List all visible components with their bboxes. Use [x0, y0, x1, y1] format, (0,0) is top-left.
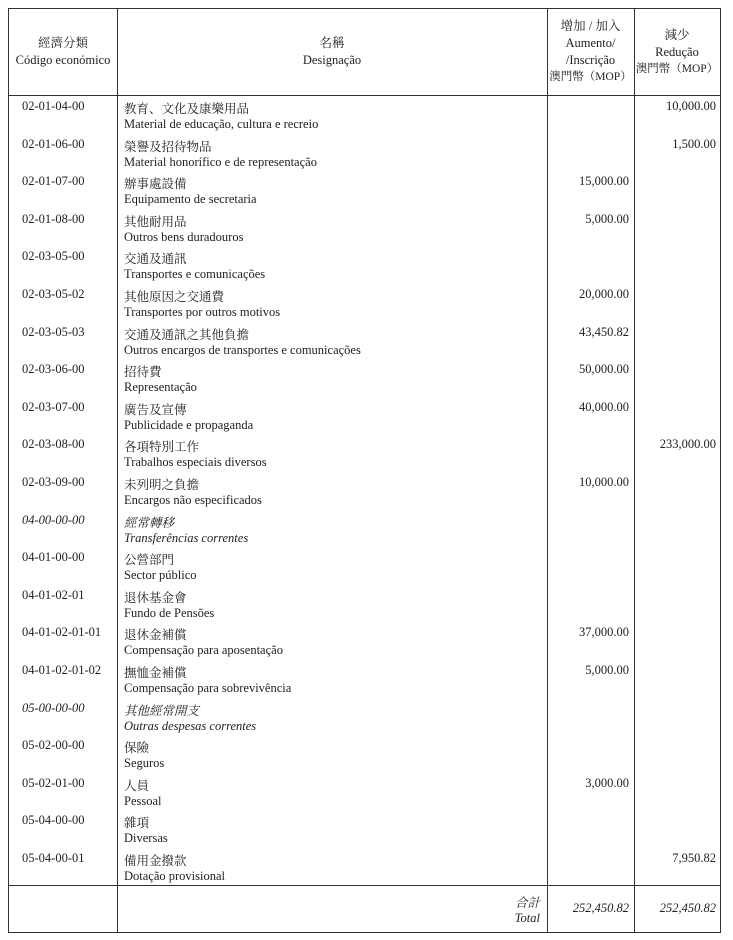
total-row	[9, 889, 720, 933]
row-name-zh: 未列明之負擔	[124, 478, 200, 492]
row-name-pt: Transportes e comunicações	[124, 267, 266, 282]
header-name-zh: 名稱	[319, 36, 345, 50]
row-name-zh: 交通及通訊之其他負擔	[124, 327, 250, 342]
row-code: 02-01-08-00	[22, 211, 85, 226]
row-name-pt: Compensação para aposentação	[124, 643, 283, 658]
row-name-pt: Pessoal	[124, 793, 162, 808]
row-code: 05-04-00-01	[22, 851, 85, 865]
table-row	[9, 548, 720, 586]
row-name-zh: 其他原因之交通費	[124, 290, 225, 304]
row-decrease: 233,000.00	[659, 437, 716, 452]
row-name-zh: 其他經常開支	[124, 703, 200, 718]
row-code: 02-03-05-03	[22, 324, 85, 339]
row-increase: 40,000.00	[579, 399, 629, 414]
row-name-zh: 經常轉移	[124, 515, 175, 530]
row-name-zh: 保險	[124, 741, 150, 756]
row-code: 02-01-07-00	[22, 174, 85, 189]
row-name-pt: Representação	[124, 380, 197, 395]
row-increase: 37,000.00	[579, 625, 629, 640]
total-decrease: 252,450.82	[659, 901, 716, 915]
table-row	[9, 623, 720, 661]
row-name-pt: Trabalhos especiais diversos	[124, 455, 267, 470]
row-name-pt: Material honorífico e de representação	[124, 154, 317, 169]
header-code-pt: Código económico	[15, 53, 111, 67]
total-label-zh: 合計	[514, 896, 540, 910]
header-increase-zh: 增加 / 加入	[560, 19, 621, 33]
row-code: 05-00-00-00	[22, 700, 85, 715]
row-code: 02-03-06-00	[22, 362, 85, 377]
table-row	[9, 285, 720, 323]
row-code: 02-01-06-00	[22, 136, 85, 151]
header-increase-pt2: /Inscrição	[565, 53, 616, 67]
table-row	[9, 172, 720, 210]
table-row	[9, 398, 720, 436]
header-code	[9, 9, 117, 95]
row-name-zh: 榮譽及招待物品	[124, 139, 212, 154]
row-name-zh: 招待費	[124, 365, 162, 380]
row-name-zh: 其他耐用品	[124, 214, 187, 229]
row-name-zh: 撫恤金補償	[124, 666, 187, 680]
row-name-zh: 各項特別工作	[124, 440, 200, 455]
row-name-pt: Outros encargos de transportes e comunicações	[124, 342, 361, 357]
total-label-pt: Total	[514, 911, 540, 925]
header-decrease-pt: Redução	[655, 44, 699, 59]
row-name-pt: Material de educação, cultura e recreio	[124, 117, 319, 131]
header-increase	[547, 9, 634, 95]
header-decrease-zh: 減少	[664, 27, 690, 42]
row-code: 02-03-07-00	[22, 399, 85, 414]
row-code: 04-01-02-01-01	[22, 625, 102, 640]
row-name-pt: Dotação provisional	[124, 869, 226, 883]
table-row	[9, 586, 720, 624]
row-name-pt: Outras despesas correntes	[124, 718, 257, 733]
row-code: 04-01-00-00	[22, 550, 85, 565]
row-code: 04-01-02-01-02	[22, 663, 102, 677]
row-name-pt: Equipamento de secretaria	[124, 192, 257, 207]
table-row	[9, 323, 720, 361]
row-code: 05-02-01-00	[22, 775, 85, 790]
row-name-pt: Diversas	[124, 831, 168, 846]
row-name-zh: 退休金補償	[124, 628, 187, 643]
row-name-zh: 人員	[124, 778, 150, 793]
header-code-zh: 經濟分類	[37, 36, 88, 50]
row-name-pt: Transportes por outros motivos	[124, 305, 281, 319]
row-increase: 3,000.00	[585, 775, 629, 790]
row-name-zh: 辦事處設備	[124, 177, 187, 192]
table-row	[9, 135, 720, 173]
row-name-pt: Sector público	[124, 568, 197, 583]
row-name-pt: Encargos não especificados	[124, 493, 262, 507]
table-row	[9, 661, 720, 699]
table-row	[9, 247, 720, 285]
row-code: 04-01-02-01	[22, 587, 85, 602]
row-name-pt: Seguros	[124, 756, 165, 771]
header-divider	[9, 95, 720, 96]
row-name-zh: 廣告及宣傳	[124, 402, 187, 417]
row-increase: 5,000.00	[585, 663, 629, 677]
header-decrease	[634, 9, 720, 95]
row-increase: 43,450.82	[579, 324, 629, 339]
table-row	[9, 699, 720, 737]
table-row	[9, 97, 720, 135]
row-code: 05-04-00-00	[22, 813, 85, 828]
row-code: 02-01-04-00	[22, 99, 85, 113]
row-code: 02-03-09-00	[22, 475, 85, 489]
row-code: 02-03-05-00	[22, 249, 85, 264]
row-name-pt: Compensação para sobrevivência	[124, 681, 292, 695]
table-row	[9, 774, 720, 812]
row-increase: 15,000.00	[579, 174, 629, 189]
table-row	[9, 360, 720, 398]
table-row	[9, 511, 720, 549]
budget-table	[8, 8, 721, 933]
total-increase: 252,450.82	[572, 901, 629, 915]
table-row	[9, 736, 720, 774]
table-row	[9, 210, 720, 248]
table-row	[9, 435, 720, 473]
row-code: 02-03-05-02	[22, 287, 85, 301]
header-increase-pt: Aumento/	[565, 36, 616, 50]
row-increase: 50,000.00	[579, 362, 629, 377]
row-decrease: 10,000.00	[666, 99, 716, 113]
header-name	[117, 9, 547, 95]
row-increase: 10,000.00	[579, 475, 629, 489]
table-row	[9, 473, 720, 511]
row-increase: 20,000.00	[579, 287, 629, 301]
header-name-pt: Designação	[302, 53, 362, 67]
row-decrease: 1,500.00	[672, 136, 716, 151]
row-name-pt: Fundo de Pensões	[124, 605, 215, 620]
header-decrease-unit: 澳門幣（MOP）	[635, 62, 719, 75]
row-code: 04-00-00-00	[22, 512, 85, 527]
table-row	[9, 849, 720, 887]
header-increase-unit: 澳門幣（MOP）	[549, 71, 632, 83]
row-name-zh: 雜項	[124, 816, 150, 831]
row-name-zh: 退休基金會	[124, 590, 187, 605]
row-name-zh: 交通及通訊	[124, 252, 187, 267]
row-increase: 5,000.00	[585, 211, 629, 226]
row-name-pt: Publicidade e propaganda	[124, 417, 254, 432]
row-decrease: 7,950.82	[672, 851, 716, 865]
row-code: 02-03-08-00	[22, 437, 85, 452]
row-name-zh: 公營部門	[124, 553, 175, 568]
row-code: 05-02-00-00	[22, 738, 85, 753]
row-name-pt: Outros bens duradouros	[124, 229, 244, 244]
row-name-zh: 教育、文化及康樂用品	[124, 102, 250, 116]
table-row	[9, 811, 720, 849]
row-name-pt: Transferências correntes	[124, 530, 249, 545]
row-name-zh: 備用金撥款	[124, 854, 187, 868]
